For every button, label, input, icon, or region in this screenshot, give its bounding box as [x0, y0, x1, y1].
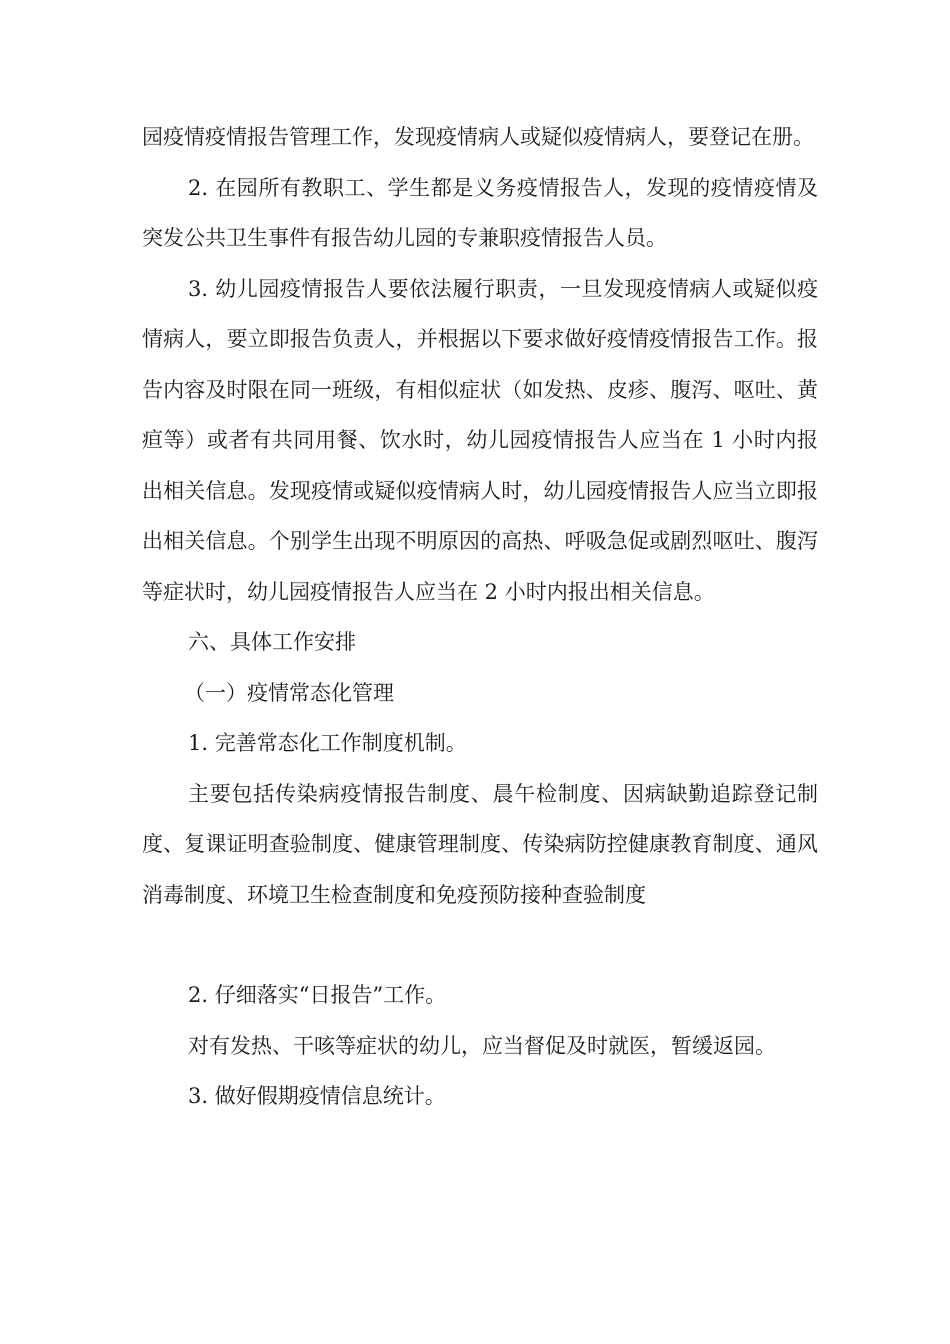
list-item-3-heading: 3. 做好假期疫情信息统计。: [188, 1084, 446, 1108]
blank-line: [142, 920, 818, 970]
document-body: [142, 112, 818, 1122]
subsection-heading: （一）疫情常态化管理: [184, 680, 394, 705]
list-item-1-body: 主要包括传染病疫情报告制度、晨午检制度、因病缺勤追踪登记制度、复课证明查验制度、健康管理制度、传染病防控健康教育制度、通风消毒制度、环境卫生检查制度和免疫预防接种查验制度: [142, 781, 818, 907]
list-item-2-heading: 2. 仔细落实“日报告”工作。: [188, 983, 447, 1007]
section-heading: 六、具体工作安排: [188, 630, 356, 654]
list-item-2-body: 对有发热、干咳等症状的幼儿，应当督促及时就医，暂缓返园。: [188, 1033, 776, 1058]
list-item-1-heading: 1. 完善常态化工作制度机制。: [188, 731, 467, 755]
paragraph-continuation: 园疫情疫情报告管理工作，发现疫情病人或疑似疫情病人，要登记在册。: [142, 125, 814, 149]
paragraph-item-3: 3. 幼儿园疫情报告人要依法履行职责，一旦发现疫情病人或疑似疫情病人，要立即报告负责人，并根据以下要求做好疫情疫情报告工作。报告内容及时限在同一班级，有相似症状（如发热、皮疹、腹泻、呕吐、黄疸等）或者有共同用餐、饮水时，幼儿园疫情报告人应当在 1 小时内报出相关信息。发现疫情或疑似疫情病人时，幼儿园疫情报告人应当立即报出相关信息。个别学生出现不明原因的高热、呼吸急促或剧烈呕吐、腹泻等症状时，幼儿园疫情报告人应当在 2 小时内报出相关信息。: [142, 276, 818, 604]
paragraph-item-2: 2. 在园所有教职工、学生都是义务疫情报告人，发现的疫情疫情及突发公共卫生事件有报告幼儿园的专兼职疫情报告人员。: [142, 175, 818, 250]
